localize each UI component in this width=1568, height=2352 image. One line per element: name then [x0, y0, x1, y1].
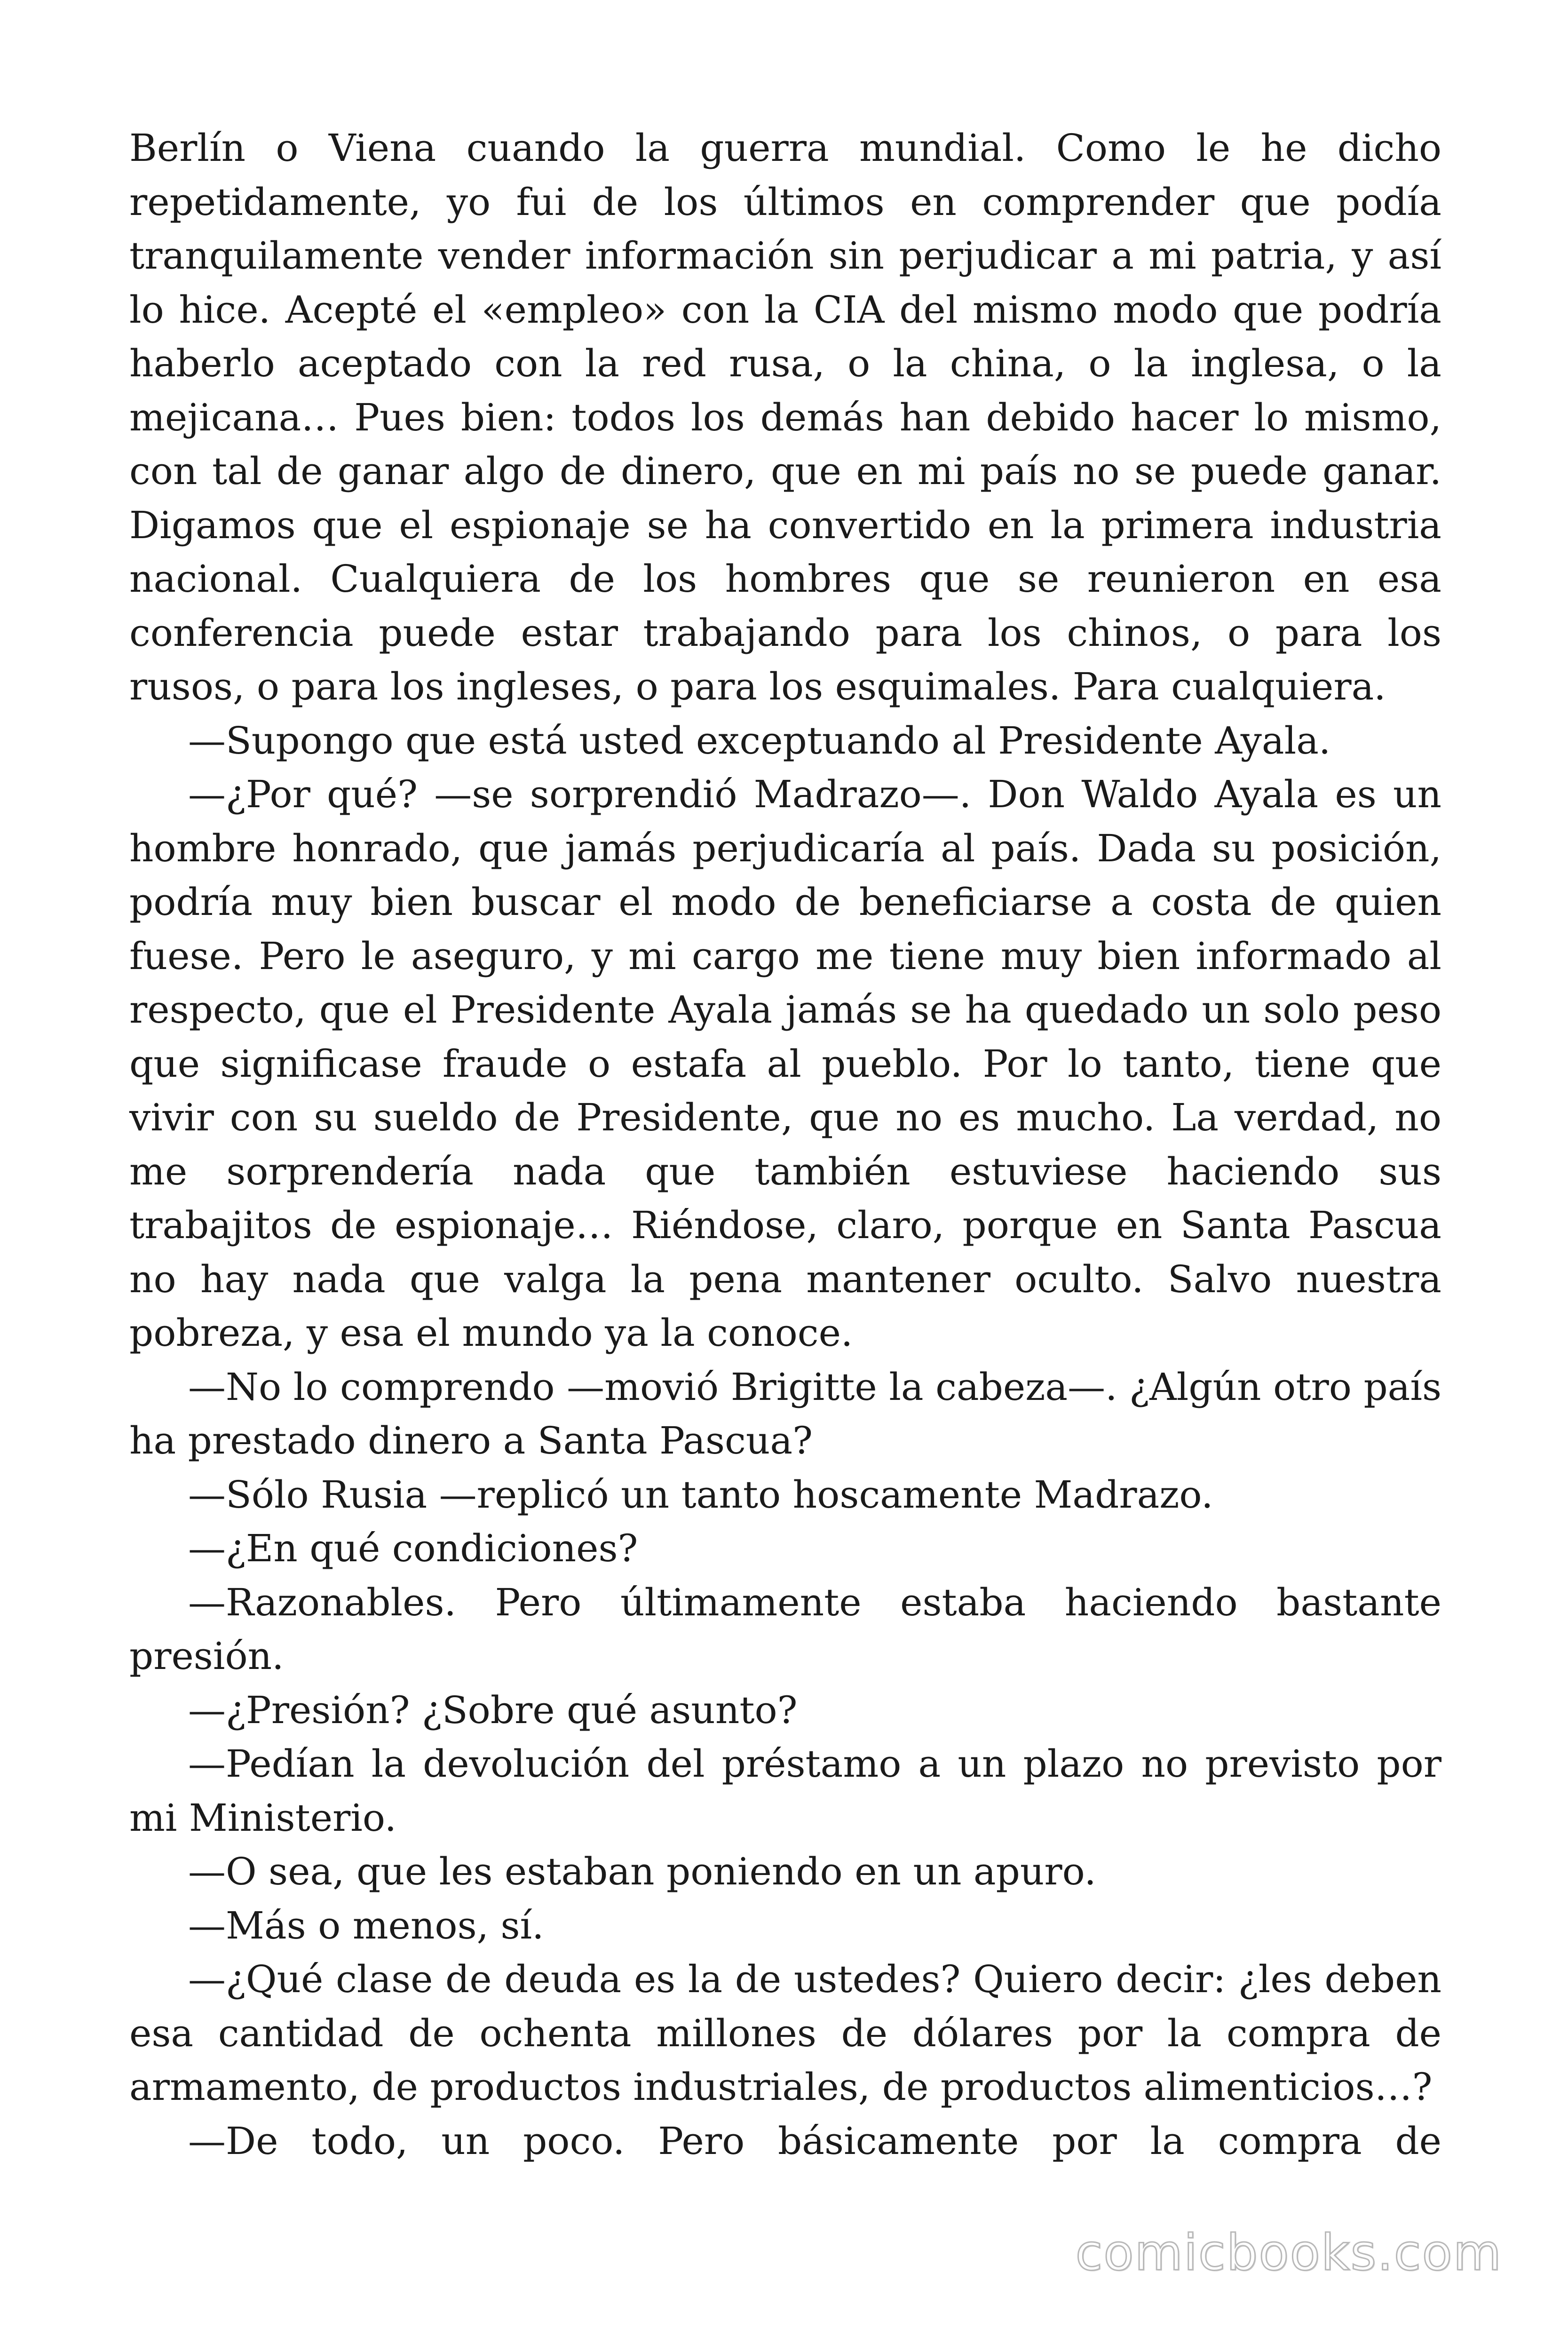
body-text — [129, 121, 1441, 2168]
paragraph-12: —¿Qué clase de deuda es la de ustedes? Quiero decir: ¿les deben esa cantidad de ochenta millones de dólares por la compra de armamento, de productos industriales, de productos alimenticios…? — [129, 1957, 1441, 2109]
paragraph-1: Berlín o Viena cuando la guerra mundial. Como le he dicho repetidamente, yo fui de los últimos en comprender que podía tranquilamente vender información sin perjudicar a mi patria, y así lo hice. Acepté el «empleo» con la CIA del mismo modo que podría haberlo aceptado con la red rusa, o la china, o la inglesa, o la mejicana… Pues bien: todos los demás han debido hacer lo mismo, con tal de ganar algo de dinero, que en mi país no se puede ganar. Digamos que el espionaje se ha convertido en la primera industria nacional. Cualquiera de los hombres que se reunieron en esa conferencia puede estar trabajando para los chinos, o para los rusos, o para los ingleses, o para los esquimales. Para cualquiera. — [129, 126, 1441, 708]
paragraph-5: —Sólo Rusia —replicó un tanto hoscamente Madrazo. — [188, 1472, 1213, 1517]
paragraph-13: —De todo, un poco. Pero básicamente por la compra de — [188, 2119, 1441, 2163]
paragraph-7: —Razonables. Pero últimamente estaba haciendo bastante presión. — [129, 1580, 1441, 1678]
watermark: comicbooks.com — [1075, 2224, 1502, 2281]
paragraph-2: —Supongo que está usted exceptuando al Presidente Ayala. — [188, 718, 1331, 763]
paragraph-9: —Pedían la devolución del préstamo a un plazo no previsto por mi Ministerio. — [129, 1742, 1441, 1840]
paragraph-11: —Más o menos, sí. — [188, 1903, 544, 1947]
paragraph-4: —No lo comprendo —movió Brigitte la cabeza—. ¿Algún otro país ha prestado dinero a Santa Pascua? — [129, 1365, 1441, 1462]
paragraph-8: —¿Presión? ¿Sobre qué asunto? — [188, 1688, 798, 1732]
paragraph-3: —¿Por qué? —se sorprendió Madrazo—. Don Waldo Ayala es un hombre honrado, que jamás perjudicaría al país. Dada su posición, podría muy bien buscar el modo de beneficiarse a costa de quien fuese. Pero le aseguro, y mi cargo me tiene muy bien informado al respecto, que el Presidente Ayala jamás se ha quedado un solo peso que significase fraude o estafa al pueblo. Por lo tanto, tiene que vivir con su sueldo de Presidente, que no es mucho. La verdad, no me sorprendería nada que también estuviese haciendo sus trabajitos de espionaje… Riéndose, claro, porque en Santa Pascua no hay nada que valga la pena mantener oculto. Salvo nuestra pobreza, y esa el mundo ya la conoce. — [129, 772, 1441, 1355]
paragraph-6: —¿En qué condiciones? — [188, 1526, 638, 1570]
paragraph-10: —O sea, que les estaban poniendo en un apuro. — [188, 1850, 1096, 1893]
